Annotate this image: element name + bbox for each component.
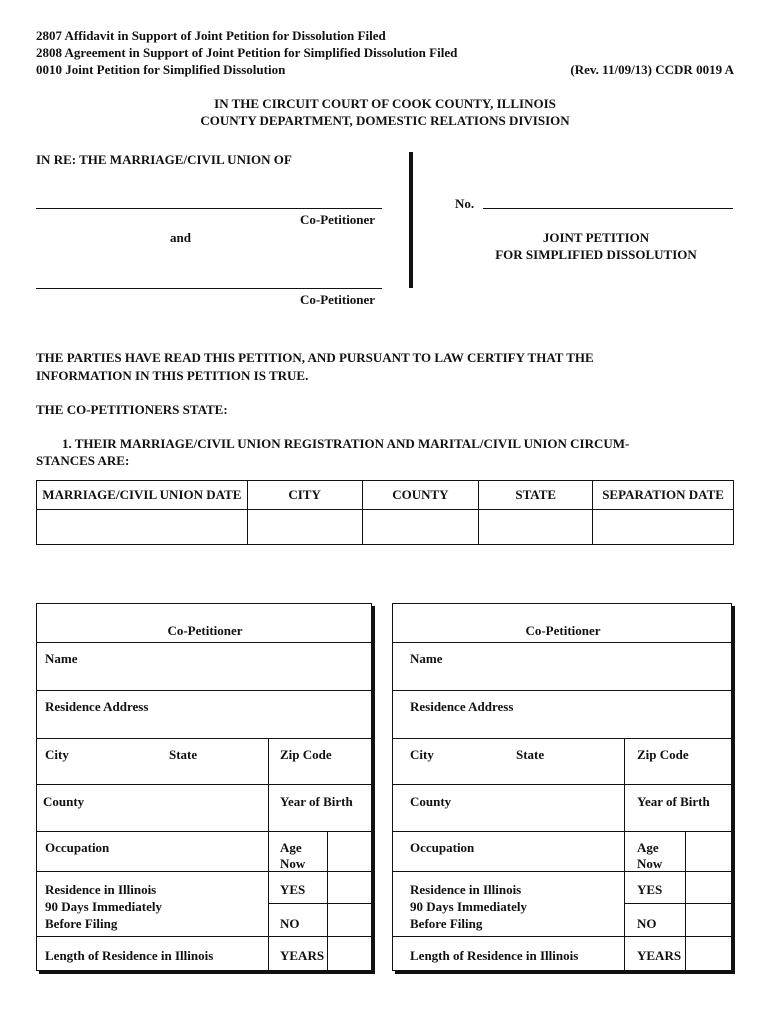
- birth-year-label: Year of Birth: [280, 794, 353, 809]
- age-now-label: Now: [637, 856, 663, 871]
- residence-il-label-2: 90 Days Immediately: [45, 899, 162, 914]
- certification-line-2: INFORMATION IN THIS PETITION IS TRUE.: [36, 368, 309, 383]
- age-label: Age: [637, 840, 659, 855]
- length-residence-label: Length of Residence in Illinois: [45, 948, 214, 963]
- separation-date-field[interactable]: [593, 510, 734, 545]
- age-label: Age: [280, 840, 302, 855]
- residence-il-label-1: Residence in Illinois: [410, 882, 522, 897]
- city-field[interactable]: [247, 510, 362, 545]
- residence-il-label-3: Before Filing: [410, 916, 483, 931]
- co-petitioner-2-name-line[interactable]: [36, 288, 382, 289]
- item-1-line-2: STANCES ARE:: [36, 453, 130, 468]
- marriage-date-field[interactable]: [37, 510, 248, 545]
- county-field[interactable]: [362, 510, 479, 545]
- occupation-label: Occupation: [410, 840, 475, 855]
- circumstances-table: [36, 480, 734, 545]
- state-label: State: [516, 747, 545, 762]
- state-label: State: [169, 747, 198, 762]
- residence-il-label-1: Residence in Illinois: [45, 882, 157, 897]
- age-now-label: Now: [280, 856, 306, 871]
- no-label: NO: [637, 916, 657, 931]
- county-label: County: [43, 794, 85, 809]
- yes-label: YES: [280, 882, 306, 897]
- years-label: YEARS: [280, 948, 325, 963]
- header-county: COUNTY: [362, 481, 479, 510]
- revision-label: (Rev. 11/09/13) CCDR 0019 A: [570, 62, 734, 77]
- co-petitioner-box-left: [36, 603, 372, 971]
- form-code-2808: 2808 Agreement in Support of Joint Petition for Simplified Dissolution Filed: [36, 45, 458, 60]
- county-label: County: [410, 794, 452, 809]
- box-title: Co-Petitioner: [167, 623, 243, 638]
- city-label: City: [410, 747, 434, 762]
- city-label: City: [45, 747, 69, 762]
- state-field[interactable]: [479, 510, 593, 545]
- address-label: Residence Address: [45, 699, 149, 714]
- co-petitioner-2-label: Co-Petitioner: [300, 292, 376, 307]
- header-state: STATE: [479, 481, 593, 510]
- zip-label: Zip Code: [637, 747, 689, 762]
- years-label: YEARS: [637, 948, 682, 963]
- zip-label: Zip Code: [280, 747, 332, 762]
- case-number-label: No.: [455, 196, 475, 211]
- no-label: NO: [280, 916, 300, 931]
- and-label: and: [170, 230, 191, 245]
- court-name: IN THE CIRCUIT COURT OF COOK COUNTY, ILLINOIS: [214, 96, 556, 111]
- document-subtitle: FOR SIMPLIFIED DISSOLUTION: [495, 247, 697, 262]
- item-1-line-1: 1. THEIR MARRIAGE/CIVIL UNION REGISTRATION AND MARITAL/CIVIL UNION CIRCUM-: [62, 436, 630, 451]
- birth-year-label: Year of Birth: [637, 794, 710, 809]
- co-petitioners-state-label: THE CO-PETITIONERS STATE:: [36, 402, 228, 417]
- in-re-label: IN RE: THE MARRIAGE/CIVIL UNION OF: [36, 152, 292, 167]
- co-petitioner-1-label: Co-Petitioner: [300, 212, 376, 227]
- box-title: Co-Petitioner: [525, 623, 601, 638]
- residence-il-label-2: 90 Days Immediately: [410, 899, 527, 914]
- form-code-0010: 0010 Joint Petition for Simplified Dissolution: [36, 62, 286, 77]
- certification-line-1: THE PARTIES HAVE READ THIS PETITION, AND PURSUANT TO LAW CERTIFY THAT THE: [36, 350, 594, 365]
- caption-divider: [409, 152, 413, 288]
- header-city: CITY: [247, 481, 362, 510]
- court-division: COUNTY DEPARTMENT, DOMESTIC RELATIONS DIVISION: [200, 113, 570, 128]
- residence-il-label-3: Before Filing: [45, 916, 118, 931]
- document-title: JOINT PETITION: [542, 230, 650, 245]
- co-petitioner-1-name-line[interactable]: [36, 208, 382, 209]
- header-separation-date: SEPARATION DATE: [593, 481, 734, 510]
- co-petitioner-box-right: [392, 603, 732, 971]
- form-code-2807: 2807 Affidavit in Support of Joint Petition for Dissolution Filed: [36, 28, 386, 43]
- case-number-line[interactable]: [483, 208, 733, 209]
- occupation-label: Occupation: [45, 840, 110, 855]
- address-label: Residence Address: [410, 699, 514, 714]
- header-marriage-date: MARRIAGE/CIVIL UNION DATE: [37, 481, 248, 510]
- name-label: Name: [410, 651, 443, 666]
- yes-label: YES: [637, 882, 663, 897]
- name-label: Name: [45, 651, 78, 666]
- length-residence-label: Length of Residence in Illinois: [410, 948, 579, 963]
